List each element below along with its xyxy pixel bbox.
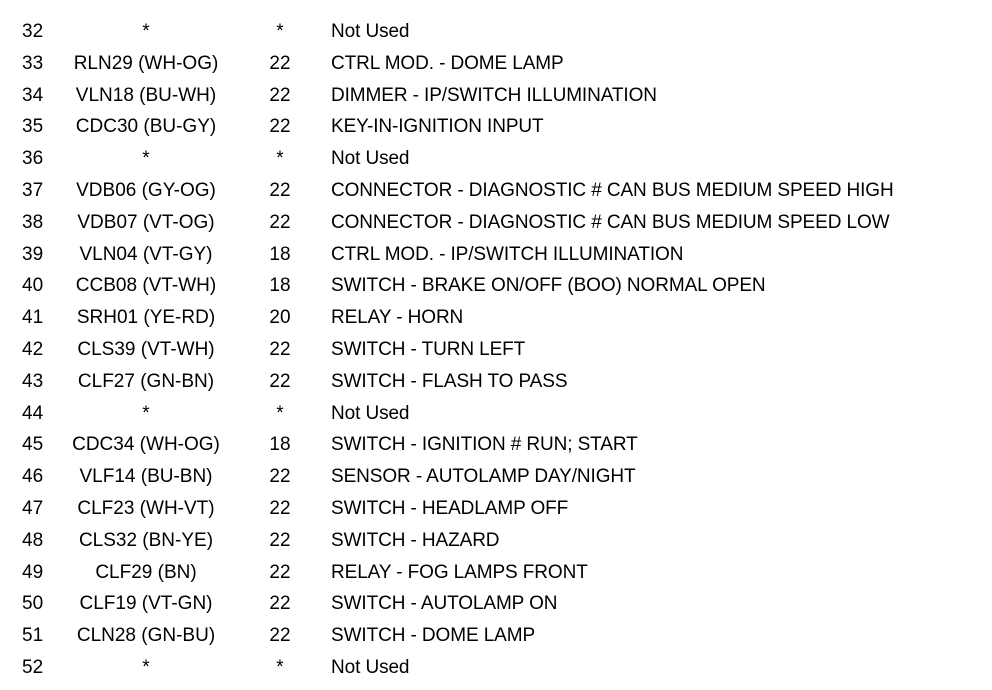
wire-gauge: * xyxy=(276,148,284,170)
table-row xyxy=(0,652,992,684)
wire-gauge: 22 xyxy=(269,52,291,74)
wire-gauge: 18 xyxy=(269,243,291,265)
table-row xyxy=(0,557,992,589)
circuit-function: SENSOR - AUTOLAMP DAY/NIGHT xyxy=(331,466,636,488)
pin-number: 46 xyxy=(22,466,44,488)
wire-gauge: * xyxy=(276,402,284,424)
table-row xyxy=(0,270,992,302)
pin-number: 39 xyxy=(22,243,44,265)
table-row xyxy=(0,398,992,430)
table-row xyxy=(0,366,992,398)
wire-gauge: 22 xyxy=(269,179,291,201)
circuit-function: RELAY - HORN xyxy=(331,307,464,329)
pin-number: 38 xyxy=(22,211,44,233)
pin-number: 51 xyxy=(22,625,44,647)
wire-gauge: 22 xyxy=(269,466,291,488)
circuit-function: DIMMER - IP/SWITCH ILLUMINATION xyxy=(331,84,657,106)
circuit-code: CLF23 (WH-VT) xyxy=(77,497,215,519)
pinout-table xyxy=(0,16,992,684)
wire-gauge: 22 xyxy=(269,211,291,233)
circuit-code: VDB06 (GY-OG) xyxy=(76,179,216,201)
wire-gauge: 22 xyxy=(269,625,291,647)
wire-gauge: 22 xyxy=(269,561,291,583)
wire-gauge: 22 xyxy=(269,593,291,615)
wire-gauge: 22 xyxy=(269,116,291,138)
table-row xyxy=(0,525,992,557)
circuit-code: VLF14 (BU-BN) xyxy=(79,466,213,488)
wire-gauge: 18 xyxy=(269,434,291,456)
table-row xyxy=(0,620,992,652)
wire-gauge: 22 xyxy=(269,338,291,360)
pin-number: 34 xyxy=(22,84,44,106)
table-row xyxy=(0,207,992,239)
pin-number: 50 xyxy=(22,593,44,615)
circuit-function: CONNECTOR - DIAGNOSTIC # CAN BUS MEDIUM SPEED HIGH xyxy=(331,179,894,201)
table-row xyxy=(0,588,992,620)
circuit-code: * xyxy=(142,402,150,424)
table-row xyxy=(0,16,992,48)
pin-number: 41 xyxy=(22,307,44,329)
table-row xyxy=(0,175,992,207)
circuit-code: CDC30 (BU-GY) xyxy=(75,116,217,138)
pin-number: 37 xyxy=(22,179,44,201)
table-row xyxy=(0,48,992,80)
pin-number: 36 xyxy=(22,148,44,170)
circuit-code: CLF29 (BN) xyxy=(95,561,197,583)
circuit-function: SWITCH - AUTOLAMP ON xyxy=(331,593,558,615)
table-row xyxy=(0,334,992,366)
circuit-function: SWITCH - IGNITION # RUN; START xyxy=(331,434,638,456)
circuit-code: VDB07 (VT-OG) xyxy=(77,211,215,233)
pin-number: 33 xyxy=(22,52,44,74)
wire-gauge: 18 xyxy=(269,275,291,297)
circuit-function: CTRL MOD. - IP/SWITCH ILLUMINATION xyxy=(331,243,684,265)
pin-number: 35 xyxy=(22,116,44,138)
wire-gauge: * xyxy=(276,656,284,678)
pin-number: 49 xyxy=(22,561,44,583)
circuit-function: SWITCH - DOME LAMP xyxy=(331,625,536,647)
pin-number: 48 xyxy=(22,529,44,551)
table-row xyxy=(0,461,992,493)
circuit-function: Not Used xyxy=(331,656,410,678)
circuit-code: CLS32 (BN-YE) xyxy=(78,529,214,551)
pin-number: 47 xyxy=(22,497,44,519)
circuit-function: RELAY - FOG LAMPS FRONT xyxy=(331,561,588,583)
circuit-function: CTRL MOD. - DOME LAMP xyxy=(331,52,564,74)
table-row xyxy=(0,493,992,525)
table-row xyxy=(0,429,992,461)
circuit-code: CCB08 (VT-WH) xyxy=(75,275,217,297)
circuit-code: CLN28 (GN-BU) xyxy=(76,625,216,647)
circuit-code: VLN04 (VT-GY) xyxy=(79,243,213,265)
circuit-code: CLS39 (VT-WH) xyxy=(77,338,215,360)
circuit-code: CLF27 (GN-BN) xyxy=(77,370,215,392)
pin-number: 44 xyxy=(22,402,44,424)
circuit-function: Not Used xyxy=(331,21,410,42)
circuit-code: * xyxy=(142,656,150,678)
table-row xyxy=(0,111,992,143)
circuit-function: CONNECTOR - DIAGNOSTIC # CAN BUS MEDIUM SPEED LOW xyxy=(331,211,890,233)
circuit-code: CDC34 (WH-OG) xyxy=(72,434,220,456)
circuit-function: SWITCH - HEADLAMP OFF xyxy=(331,497,569,519)
circuit-function: SWITCH - BRAKE ON/OFF (BOO) NORMAL OPEN xyxy=(331,275,766,297)
table-row xyxy=(0,239,992,271)
wire-gauge: 20 xyxy=(269,307,291,329)
table-row xyxy=(0,143,992,175)
circuit-function: KEY-IN-IGNITION INPUT xyxy=(331,116,544,138)
pin-number: 43 xyxy=(22,370,44,392)
wire-gauge: 22 xyxy=(269,497,291,519)
circuit-code: * xyxy=(142,148,150,170)
table-row xyxy=(0,302,992,334)
circuit-code: RLN29 (WH-OG) xyxy=(73,52,219,74)
wire-gauge: 22 xyxy=(269,529,291,551)
circuit-function: SWITCH - HAZARD xyxy=(331,529,500,551)
pin-number: 45 xyxy=(22,434,44,456)
circuit-function: SWITCH - FLASH TO PASS xyxy=(331,370,568,392)
circuit-function: SWITCH - TURN LEFT xyxy=(331,338,526,360)
circuit-code: SRH01 (YE-RD) xyxy=(76,307,216,329)
pin-number: 42 xyxy=(22,338,44,360)
circuit-function: Not Used xyxy=(331,148,410,170)
wire-gauge: * xyxy=(276,21,284,42)
wire-gauge: 22 xyxy=(269,84,291,106)
wire-gauge: 22 xyxy=(269,370,291,392)
circuit-code: VLN18 (BU-WH) xyxy=(75,84,217,106)
table-row xyxy=(0,80,992,112)
pin-number: 40 xyxy=(22,275,44,297)
circuit-code: CLF19 (VT-GN) xyxy=(79,593,213,615)
circuit-function: Not Used xyxy=(331,402,410,424)
circuit-code: * xyxy=(142,21,150,42)
pin-number: 52 xyxy=(22,656,44,678)
pin-number: 32 xyxy=(22,21,44,42)
